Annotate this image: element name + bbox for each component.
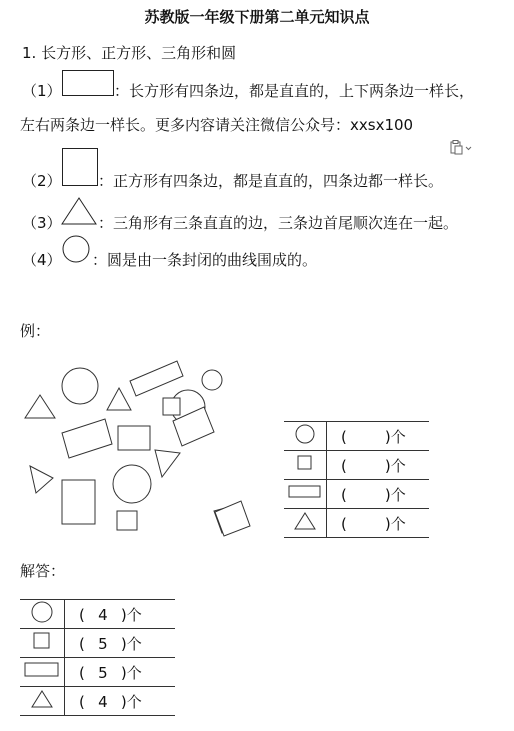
page-title: 苏教版一年级下册第二单元知识点 xyxy=(144,8,370,26)
close-unit: )个 xyxy=(384,427,406,446)
count-value: 5 xyxy=(98,663,108,682)
table-row xyxy=(284,480,429,509)
rectangle-cell xyxy=(284,480,327,509)
item-4-number: （4） xyxy=(22,251,62,269)
circle-icon xyxy=(32,602,52,622)
open-paren: ( xyxy=(341,485,347,504)
close-unit: )个 xyxy=(384,485,406,504)
figure-circle xyxy=(62,368,98,404)
figure-rectangle xyxy=(62,480,95,524)
open-paren: ( xyxy=(79,663,85,682)
circle-cell xyxy=(20,600,65,629)
table-row xyxy=(20,658,175,687)
figure-circle xyxy=(202,370,222,390)
answer-cell[interactable] xyxy=(327,509,430,538)
count-value: 5 xyxy=(98,634,108,653)
table-row xyxy=(284,451,429,480)
figure-rectangle xyxy=(62,419,112,458)
table-row xyxy=(20,687,175,716)
item-3-number: （3） xyxy=(22,214,62,232)
close-unit: )个 xyxy=(120,605,142,624)
figure-triangle xyxy=(25,395,55,418)
example-label: 例： xyxy=(20,322,51,340)
close-unit: )个 xyxy=(120,634,142,653)
count-value: 4 xyxy=(98,692,108,711)
square-cell xyxy=(284,451,327,480)
circle-icon xyxy=(296,425,314,443)
close-unit: )个 xyxy=(384,456,406,475)
square-icon xyxy=(34,633,49,648)
rectangle-icon xyxy=(25,663,58,676)
square-cell xyxy=(20,629,65,658)
answer-table xyxy=(20,599,175,716)
answer-cell[interactable] xyxy=(327,451,430,480)
triangle-icon xyxy=(32,691,52,707)
open-paren: ( xyxy=(79,605,85,624)
answer-cell[interactable] xyxy=(327,422,430,451)
close-unit: )个 xyxy=(120,692,142,711)
close-unit: )个 xyxy=(384,514,406,533)
open-paren: ( xyxy=(341,427,347,446)
answer-cell xyxy=(65,687,176,716)
table-row xyxy=(284,509,429,538)
figure-triangle xyxy=(30,466,53,493)
rectangle-cell xyxy=(20,658,65,687)
triangle-cell xyxy=(284,509,327,538)
item-3-text: ：三角形有三条直直的边，三条边首尾顺次连在一起。 xyxy=(98,214,459,232)
answer-cell[interactable] xyxy=(327,480,430,509)
item-1-text-cont: 左右两条边一样长。更多内容请关注微信公众号：xxsx100 xyxy=(20,116,414,134)
table-row xyxy=(20,629,175,658)
table-row xyxy=(284,422,429,451)
open-paren: ( xyxy=(79,634,85,653)
item-2-text: ：正方形有四条边，都是直直的，四条边都一样长。 xyxy=(98,172,444,190)
answer-cell xyxy=(65,658,176,687)
figure-square xyxy=(215,501,250,536)
circle-cell xyxy=(284,422,327,451)
item-2-number: （2） xyxy=(22,172,62,190)
close-unit: )个 xyxy=(120,663,142,682)
question-table xyxy=(284,421,429,538)
figure-square xyxy=(118,426,150,450)
figure-square xyxy=(117,511,137,530)
answer-label: 解答： xyxy=(20,562,66,580)
item-1-number: （1） xyxy=(22,82,62,100)
count-value: 4 xyxy=(98,605,108,624)
figure-rectangle xyxy=(130,361,183,396)
item-1-text: ：长方形有四条边，都是直直的，上下两条边一样长， xyxy=(114,82,475,100)
square-icon xyxy=(298,456,311,469)
figure-circle xyxy=(113,465,151,503)
table-row xyxy=(20,600,175,629)
figure-triangle xyxy=(107,388,131,410)
open-paren: ( xyxy=(79,692,85,711)
answer-cell xyxy=(65,600,176,629)
triangle-icon xyxy=(295,513,315,529)
open-paren: ( xyxy=(341,514,347,533)
figure-triangle xyxy=(155,450,180,477)
answer-cell xyxy=(65,629,176,658)
section-heading: 1. 长方形、正方形、三角形和圆 xyxy=(22,44,237,62)
figure-square xyxy=(163,398,180,415)
open-paren: ( xyxy=(341,456,347,475)
rectangle-icon xyxy=(289,486,320,497)
item-4-text: ：圆是由一条封闭的曲线围成的。 xyxy=(92,251,318,269)
triangle-cell xyxy=(20,687,65,716)
